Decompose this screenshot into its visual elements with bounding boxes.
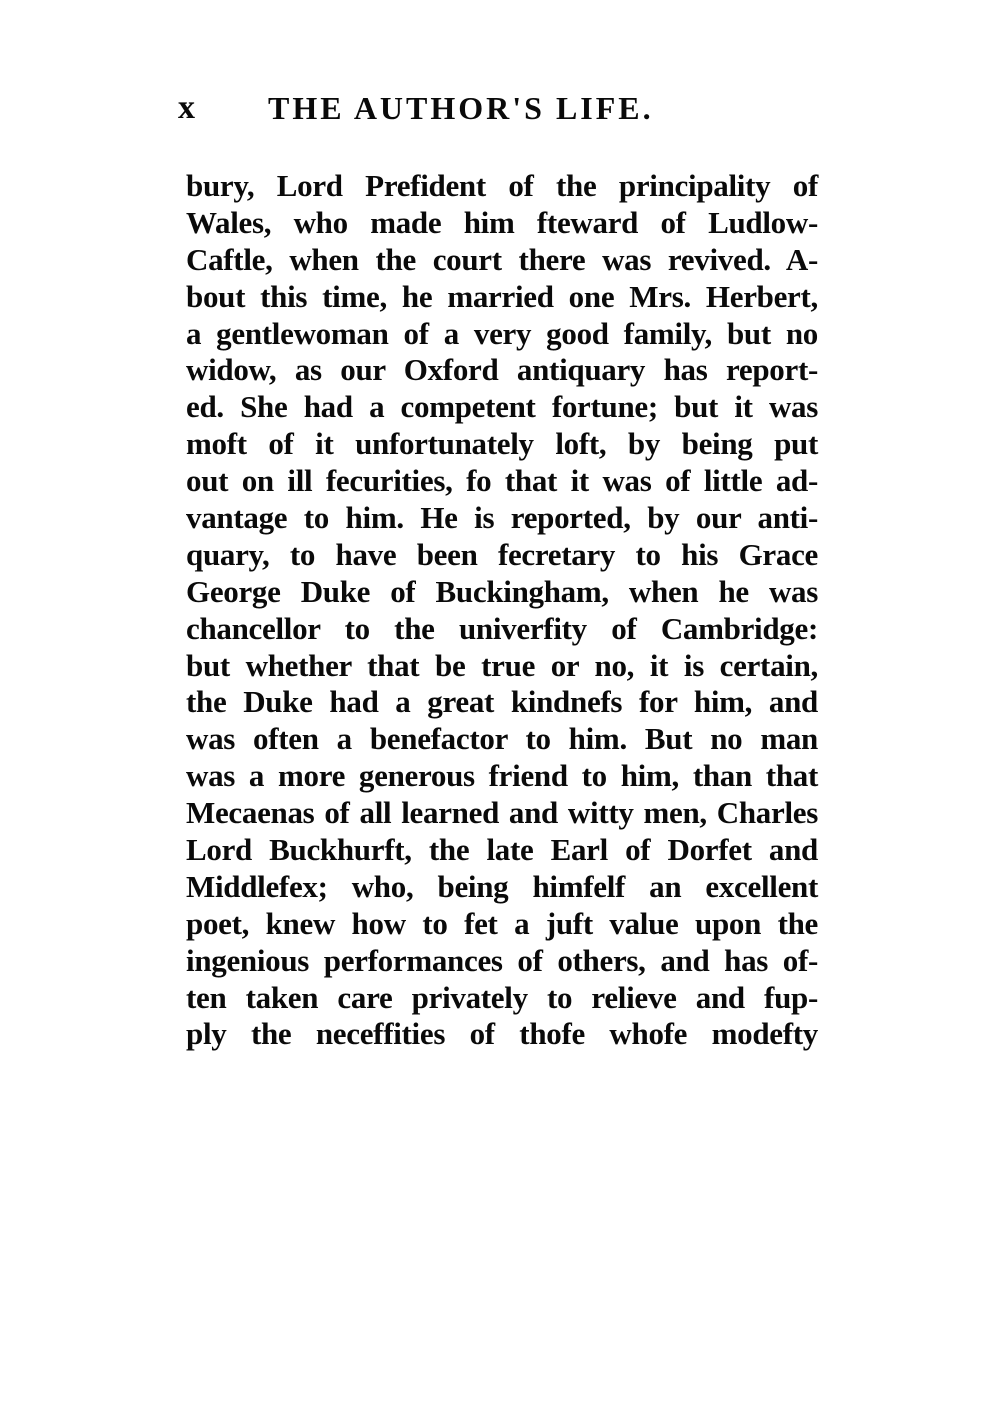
text-line: ply the neceffities of thofe whofe modefty bbox=[186, 1016, 818, 1052]
text-line: Lord Buckhurft, the late Earl of Dorfet and bbox=[186, 832, 818, 868]
text-line: bout this time, he married one Mrs. Herbert, bbox=[186, 278, 818, 314]
text-line: Middlefex; who, being himfelf an excellent bbox=[186, 868, 818, 904]
running-title: THE AUTHOR'S LIFE. bbox=[268, 90, 654, 126]
text-line: ten taken care privately to relieve and fup- bbox=[186, 979, 818, 1015]
text-line: a gentlewoman of a very good family, but no bbox=[186, 315, 818, 351]
text-line: Caftle, when the court there was revived. A- bbox=[186, 241, 818, 277]
text-line: Wales, who made him fteward of Ludlow- bbox=[186, 204, 818, 240]
running-head bbox=[178, 86, 818, 130]
text-line: out on ill fecurities, fo that it was of little ad- bbox=[186, 463, 818, 499]
text-line: bury, Lord Prefident of the principality of bbox=[186, 168, 818, 203]
text-line: chancellor to the univerfity of Cambridge: bbox=[186, 610, 818, 646]
text-line: ingenious performances of others, and has of- bbox=[186, 942, 818, 978]
text-line: quary, to have been fecretary to his Grace bbox=[186, 536, 818, 572]
text-line: George Duke of Buckingham, when he was bbox=[186, 573, 818, 609]
text-line: moft of it unfortunately loft, by being put bbox=[186, 426, 818, 462]
text-line: widow, as our Oxford antiquary has report- bbox=[186, 352, 818, 388]
text-line: but whether that be true or no, it is certain, bbox=[186, 647, 818, 683]
page-number: x bbox=[178, 89, 195, 126]
text-line: poet, knew how to fet a juft value upon the bbox=[186, 905, 818, 941]
body-text bbox=[186, 168, 818, 1053]
text-line: ed. She had a competent fortune; but it was bbox=[186, 389, 818, 425]
text-line: Mecaenas of all learned and witty men, Charles bbox=[186, 795, 818, 831]
text-line: vantage to him. He is reported, by our anti- bbox=[186, 500, 818, 536]
text-line: was a more generous friend to him, than that bbox=[186, 758, 818, 794]
text-line: was often a benefactor to him. But no man bbox=[186, 721, 818, 757]
text-line: the Duke had a great kindnefs for him, and bbox=[186, 684, 818, 720]
